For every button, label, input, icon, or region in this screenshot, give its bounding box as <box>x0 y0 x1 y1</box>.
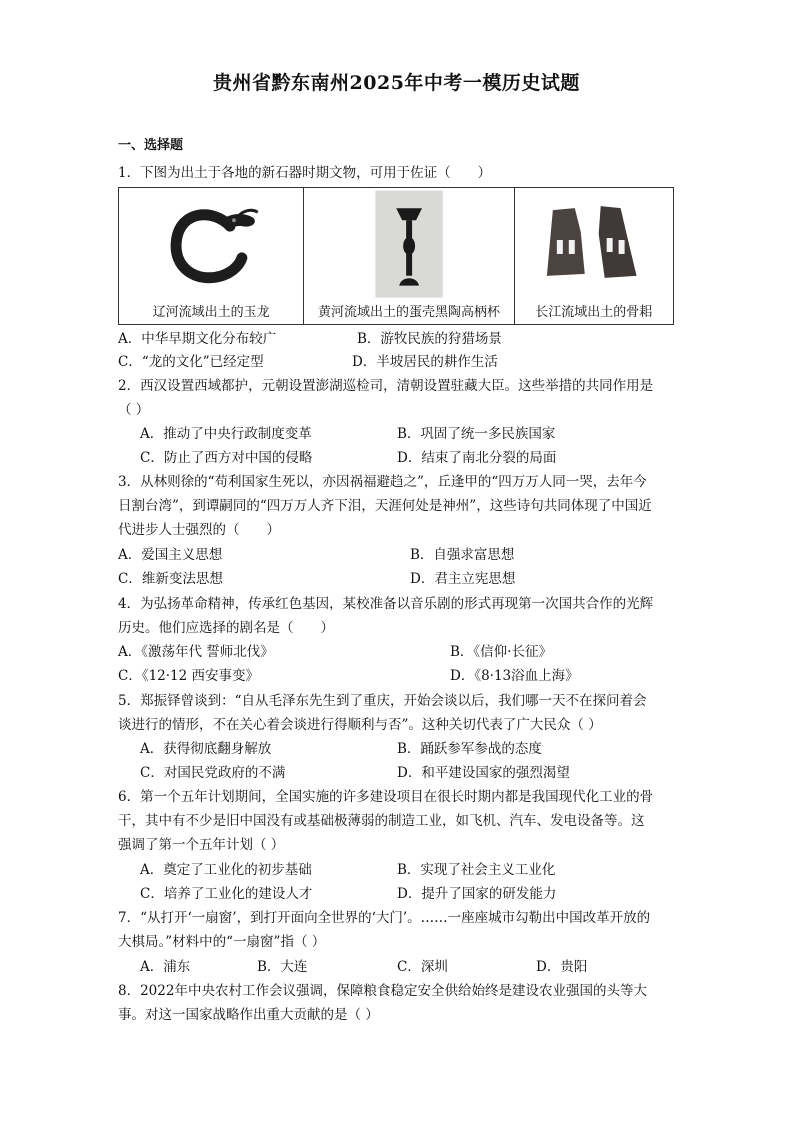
q4-option-a[interactable]: A．《激荡年代 誓师北伐》 <box>118 644 274 660</box>
q2-option-c[interactable]: C．防止了西方对中国的侵略 <box>140 450 313 466</box>
question-4-stem-cont: 历史。他们应选择的剧名是（ ） <box>118 620 334 636</box>
q1-option-c[interactable]: C．“龙的文化”已经定型 <box>118 354 264 370</box>
q5-option-d[interactable]: D．和平建设国家的强烈渴望 <box>397 765 570 781</box>
artifact-image-table <box>118 187 674 325</box>
q1-option-b[interactable]: B．游牧民族的狩猎场景 <box>357 331 502 347</box>
question-4-stem: 4．为弘扬革命精神，传承红色基因，某校准备以音乐剧的形式再现第一次国共合作的光辉 <box>118 596 654 612</box>
question-8-stem-cont: 事。对这一国家战略作出重大贡献的是（ ） <box>118 1007 379 1023</box>
bone-spade-icon <box>515 188 673 300</box>
question-2-stem-cont: （ ） <box>118 402 150 418</box>
q3-option-c[interactable]: C．维新变法思想 <box>118 571 223 587</box>
question-6-stem: 6．第一个五年计划期间，全国实施的许多建设项目在很长时期内都是我国现代化工业的骨 <box>118 789 654 805</box>
q3-option-d[interactable]: D．君主立宪思想 <box>410 571 516 587</box>
question-3-stem-cont: 日割台湾”，到谭嗣同的“四万万人齐下泪，天涯何处是神州”，这些诗句共同体现了中国近 <box>118 498 652 514</box>
q5-option-c[interactable]: C．对国民党政府的不满 <box>140 765 286 781</box>
q7-option-a[interactable]: A．浦东 <box>140 959 191 975</box>
jade-dragon-icon <box>119 188 303 300</box>
q5-option-a[interactable]: A．获得彻底翻身解放 <box>140 741 272 757</box>
q3-option-b[interactable]: B．自强求富思想 <box>410 547 515 563</box>
q6-option-c[interactable]: C．培养了工业化的建设人才 <box>140 886 313 902</box>
artifact-cell-jade-dragon <box>119 188 304 324</box>
question-2-stem: 2．西汉设置西域都护，元朝设置澎湖巡检司，清朝设置驻藏大臣。这些举措的共同作用是 <box>118 378 654 394</box>
q3-option-a[interactable]: A．爱国主义思想 <box>118 547 223 563</box>
page-title: 贵州省黔东南州2025年中考一模历史试题 <box>213 72 580 94</box>
question-6-stem-cont: 干，其中有不少是旧中国没有或基础极薄弱的制造工业，如飞机、汽车、发电设备等。这 <box>118 813 645 829</box>
q6-option-a[interactable]: A．奠定了工业化的初步基础 <box>140 862 312 878</box>
artifact-caption: 长江流域出土的骨耜 <box>535 305 653 320</box>
question-3-stem-cont: 代进步人士强烈的（ ） <box>118 522 280 538</box>
q4-option-c[interactable]: C．《12·12 西安事变》 <box>118 668 260 684</box>
question-1-stem: 1．下图为出土于各地的新石器时期文物，可用于佐证（ ） <box>118 165 492 181</box>
artifact-cell-bone-spade <box>515 188 673 324</box>
q7-option-c[interactable]: C．深圳 <box>397 959 448 975</box>
question-3-stem: 3．从林则徐的“苟利国家生死以，亦因祸福避趋之”，丘逢甲的“四万万人同一哭，去年今 <box>118 474 647 490</box>
question-6-stem-cont: 强调了第一个五年计划（ ） <box>118 837 285 853</box>
question-8-stem: 8．2022年中央农村工作会议强调，保障粮食稳定安全供给始终是建设农业强国的头等大 <box>118 983 647 999</box>
q4-option-b[interactable]: B．《信仰·长征》 <box>450 644 552 660</box>
artifact-caption: 辽河流域出土的玉龙 <box>152 305 270 320</box>
section-heading: 一、选择题 <box>118 138 184 153</box>
question-7-stem-cont: 大棋局。”材料中的“一扇窗”指（ ） <box>118 934 326 950</box>
q7-option-b[interactable]: B．大连 <box>257 959 308 975</box>
q1-option-d[interactable]: D．半坡居民的耕作生活 <box>352 354 498 370</box>
q5-option-b[interactable]: B．踊跃参军参战的态度 <box>397 741 542 757</box>
question-5-stem-cont: 谈进行的情形，不在关心着会谈进行得顺利与否”。这种关切代表了广大民众（ ） <box>118 717 602 733</box>
eggshell-pottery-cup-icon <box>304 188 513 300</box>
question-7-stem: 7．“从打开‘一扇窗’，到打开面向全世界的‘大门’。……一座座城市勾勒出中国改革开放的 <box>118 910 651 926</box>
q4-option-d[interactable]: D．《8·13浴血上海》 <box>450 668 579 684</box>
q2-option-d[interactable]: D．结束了南北分裂的局面 <box>397 450 557 466</box>
q1-option-a[interactable]: A．中华早期文化分布较广 <box>118 331 277 347</box>
q7-option-d[interactable]: D．贵阳 <box>536 959 588 975</box>
q2-option-a[interactable]: A．推动了中央行政制度变革 <box>140 426 312 442</box>
question-5-stem: 5．郑振铎曾谈到：“自从毛泽东先生到了重庆，开始会谈以后，我们哪一天不在探问着会 <box>118 693 647 709</box>
q6-option-b[interactable]: B．实现了社会主义工业化 <box>397 862 556 878</box>
artifact-caption: 黄河流域出土的蛋壳黑陶高柄杯 <box>317 305 500 320</box>
artifact-cell-pottery-cup <box>304 188 514 324</box>
q2-option-b[interactable]: B．巩固了统一多民族国家 <box>397 426 556 442</box>
q6-option-d[interactable]: D．提升了国家的研发能力 <box>397 886 557 902</box>
